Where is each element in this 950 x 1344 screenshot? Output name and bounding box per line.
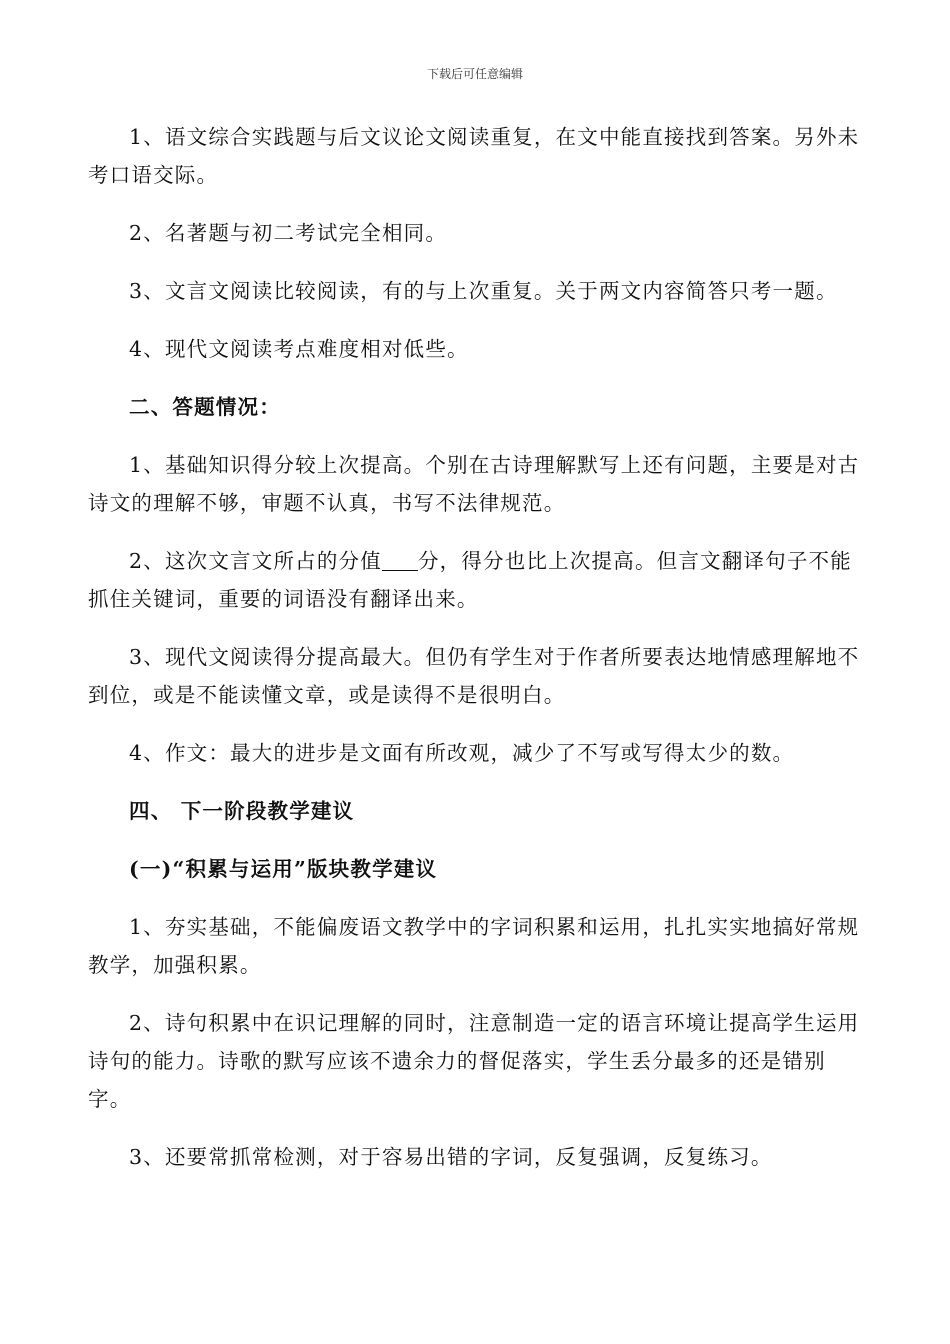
paragraph-answer-item-3: 3、现代文阅读得分提高最大。但仍有学生对于作者所要表达地情感理解地不到位，或是不能读懂文章，或是读得不是很明白。 xyxy=(88,645,860,707)
paragraph-answer-item-2 xyxy=(88,542,864,618)
section-heading-answers: 二、答题情况： xyxy=(129,395,281,419)
paragraph-exam-item-2: 2、名著题与初二考试完全相同。 xyxy=(129,221,448,245)
paragraph-answer-item-4: 4、作文：最大的进步是文面有所改观，减少了不写或写得太少的数。 xyxy=(129,741,795,765)
answer-item-2-after: 分，得分也比上次提高。但言文翻译句子不能抓住关键词，重要的词语没有翻译出来。 xyxy=(88,549,852,611)
subsection-heading-accumulation: (一)“积累与运用”版块教学建议 xyxy=(129,857,438,881)
answer-item-2-before: 2、这次文言文所占的分值 xyxy=(129,549,382,573)
page-header: 下载后可任意编辑 xyxy=(426,67,523,81)
paragraph-exam-item-1: 1、语文综合实践题与后文议论文阅读重复，在文中能直接找到答案。另外未考口语交际。 xyxy=(88,125,860,187)
paragraph-answer-item-1: 1、基础知识得分较上次提高。个别在古诗理解默写上还有问题，主要是对古诗文的理解不够，审题不认真，书写不法律规范。 xyxy=(88,453,860,515)
fill-in-blank xyxy=(382,550,418,572)
paragraph-suggestion-item-1: 1、夯实基础，不能偏废语文教学中的字词积累和运用，扎扎实实地搞好常规教学，加强积累。 xyxy=(88,915,860,977)
document-body xyxy=(88,118,864,1196)
paragraph-suggestion-item-2: 2、诗句积累中在识记理解的同时，注意制造一定的语言环境让提高学生运用诗句的能力。诗歌的默写应该不遗余力的督促落实，学生丢分最多的还是错别字。 xyxy=(88,1011,860,1111)
paragraph-exam-item-3: 3、文言文阅读比较阅读，有的与上次重复。关于两文内容简答只考一题。 xyxy=(129,279,838,303)
section-heading-suggestions: 四、 下一阶段教学建议 xyxy=(129,799,355,823)
paragraph-exam-item-4: 4、现代文阅读考点难度相对低些。 xyxy=(129,337,469,361)
paragraph-suggestion-item-3: 3、还要常抓常检测，对于容易出错的字词，反复强调，反复练习。 xyxy=(129,1145,773,1169)
